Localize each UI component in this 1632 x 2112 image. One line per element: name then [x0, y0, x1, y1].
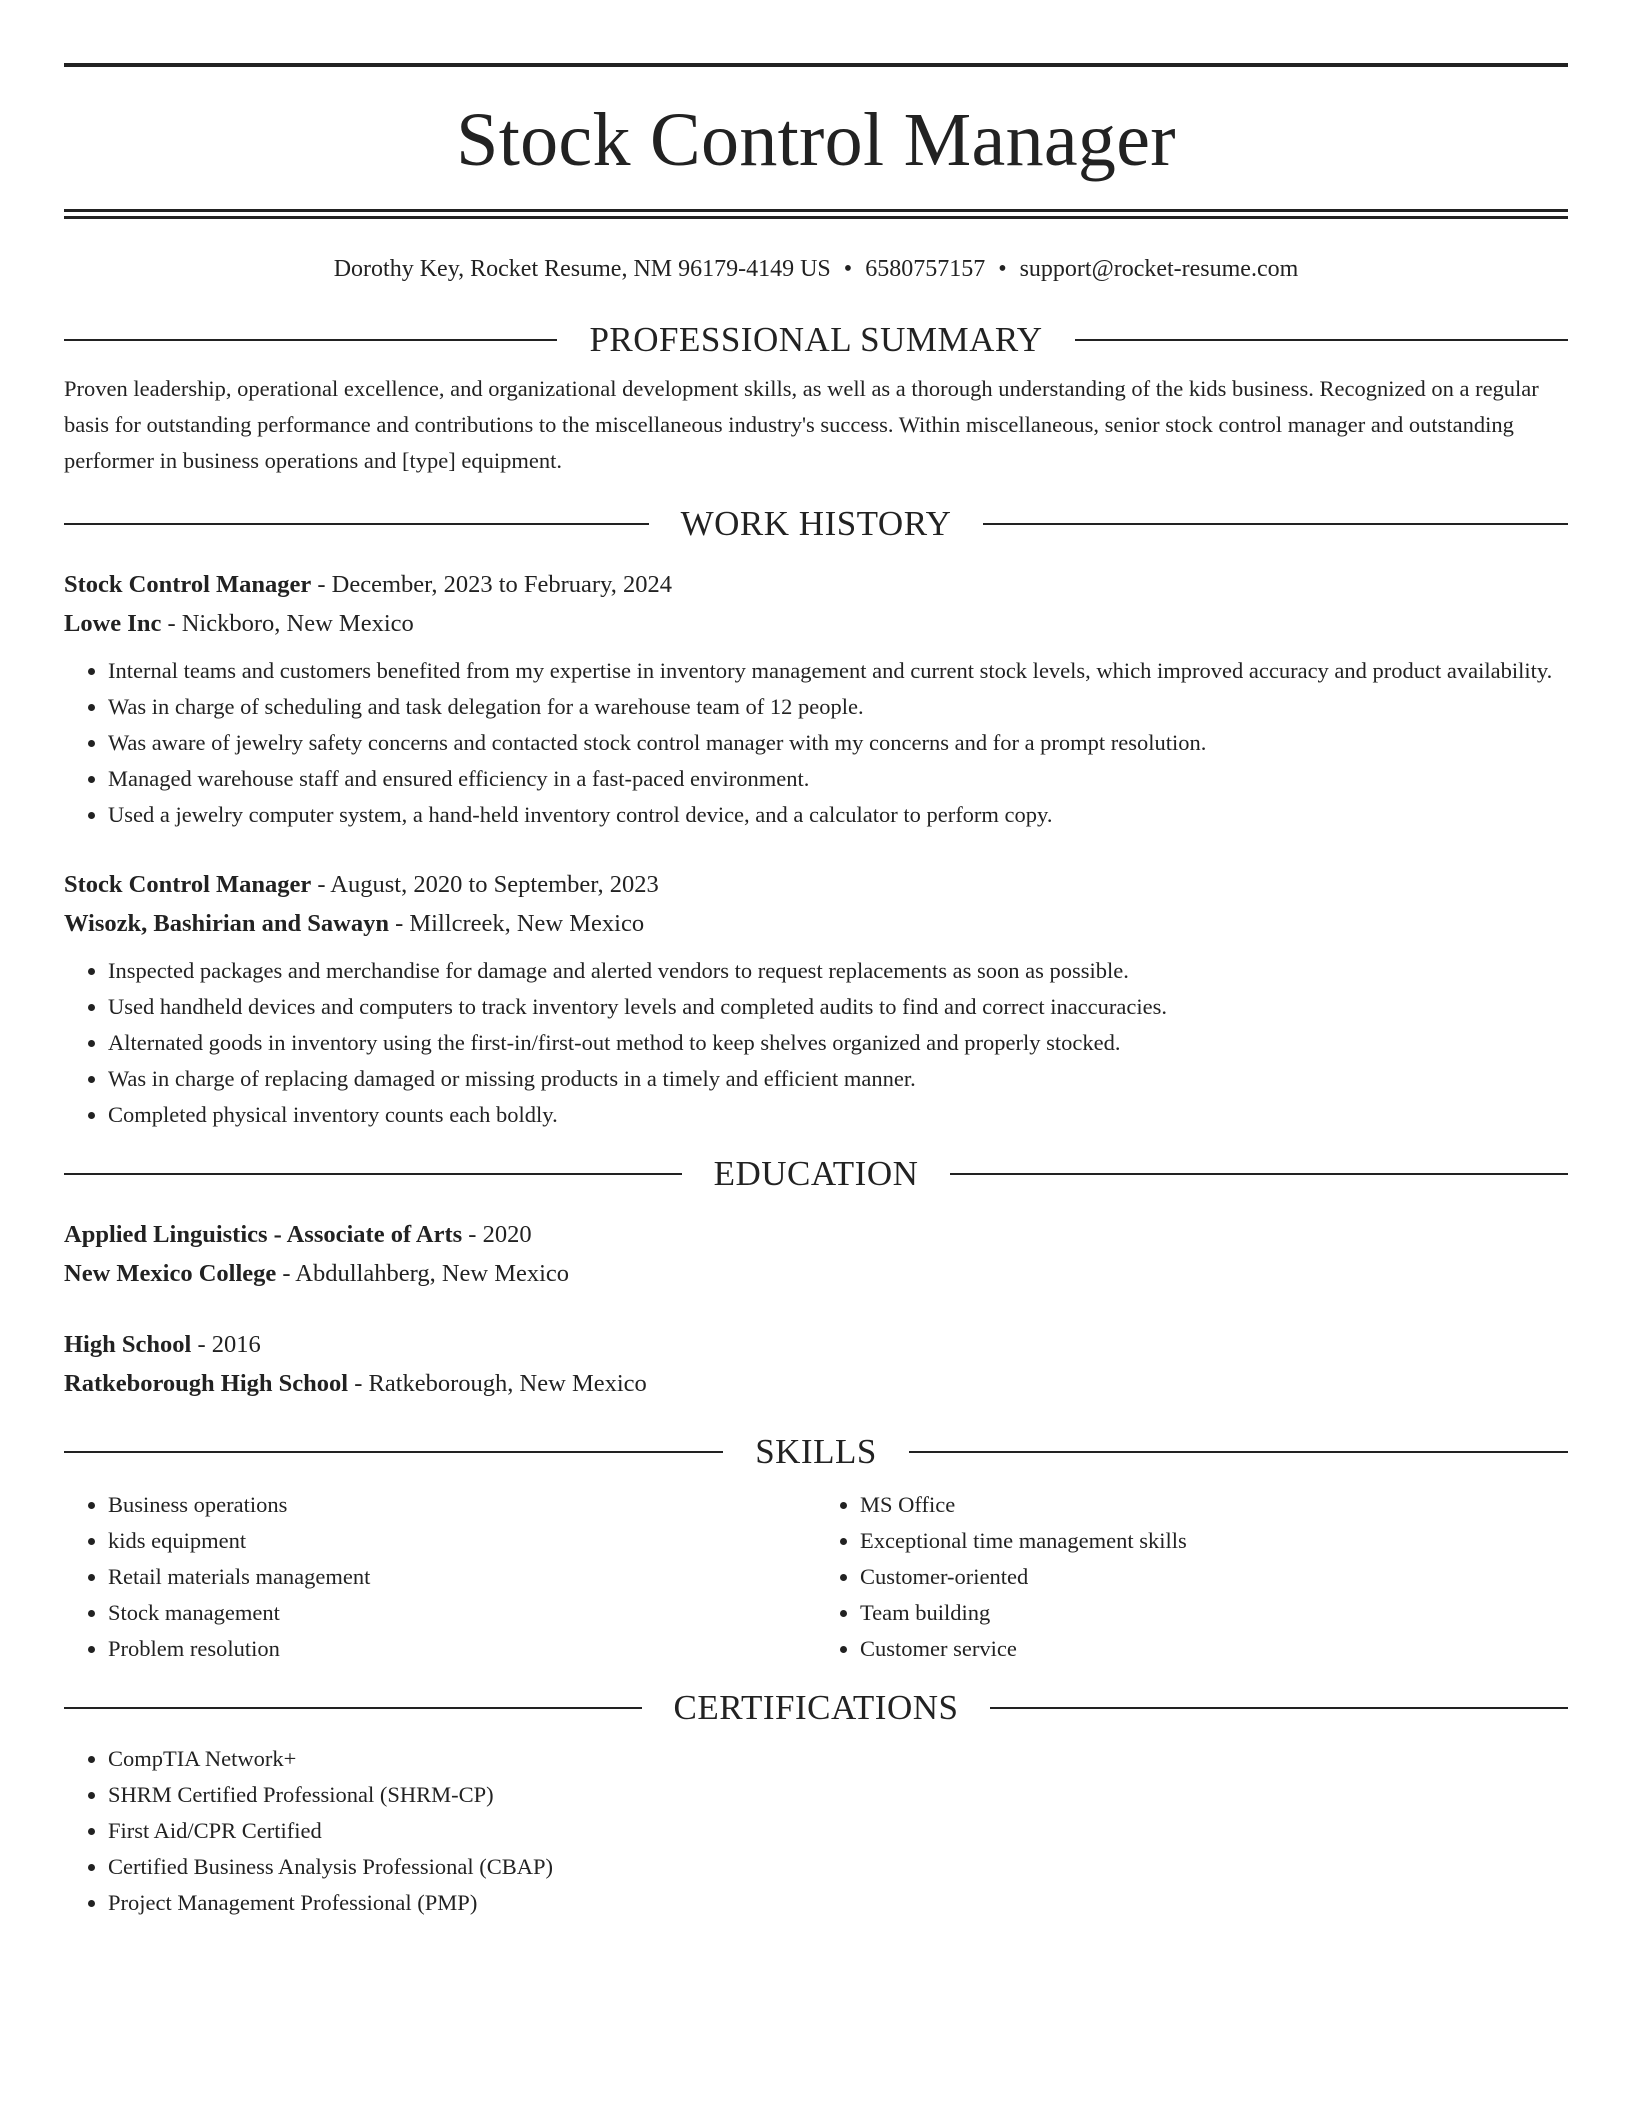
section-heading-summary	[64, 317, 1568, 363]
list-item: • kids equipment	[108, 1523, 816, 1559]
education-school-line	[64, 1364, 1568, 1403]
list-item: • Problem resolution	[108, 1631, 816, 1667]
contact-line	[64, 253, 1568, 285]
job-company: Wisozk, Bashirian and Sawayn	[64, 910, 389, 937]
list-item: • Customer-oriented	[860, 1559, 1568, 1595]
heading-rule-left	[64, 1451, 723, 1453]
heading-rule-right	[950, 1173, 1568, 1175]
contact-separator: •	[843, 256, 853, 282]
top-rule	[64, 63, 1568, 67]
job-title: Stock Control Manager	[64, 871, 312, 898]
list-item: • Used handheld devices and computers to track inventory levels and completed audits to find and correct inaccuracies.	[108, 989, 1568, 1025]
education-year: - 2020	[462, 1221, 532, 1248]
list-item: • Project Management Professional (PMP)	[108, 1885, 1568, 1921]
section-heading-certifications	[64, 1685, 1568, 1731]
education-location: - Ratkeborough, New Mexico	[348, 1370, 647, 1397]
job-entry	[64, 865, 1568, 1133]
education-entry	[64, 1215, 1568, 1293]
list-item: • Alternated goods in inventory using the first-in/first-out method to keep shelves organized and properly stocked.	[108, 1025, 1568, 1061]
list-item: • Was aware of jewelry safety concerns and contacted stock control manager with my concerns and for a prompt resolution.	[108, 725, 1568, 761]
job-entry	[64, 565, 1568, 833]
list-item: • Used a jewelry computer system, a hand-held inventory control device, and a calculator to perform copy.	[108, 797, 1568, 833]
contact-phone: 6580757157	[865, 256, 986, 282]
list-item: • Exceptional time management skills	[860, 1523, 1568, 1559]
list-item: • SHRM Certified Professional (SHRM-CP)	[108, 1777, 1568, 1813]
job-dates: - August, 2020 to September, 2023	[311, 871, 659, 898]
list-item: • Stock management	[108, 1595, 816, 1631]
list-item: • Managed warehouse staff and ensured efficiency in a fast-paced environment.	[108, 761, 1568, 797]
education-degree: High School	[64, 1331, 192, 1358]
heading-rule-left	[64, 1173, 682, 1175]
job-bullets	[64, 653, 1568, 833]
list-item: • Was in charge of scheduling and task delegation for a warehouse team of 12 people.	[108, 689, 1568, 725]
heading-rule-right	[1075, 339, 1568, 341]
section-heading-work-history	[64, 501, 1568, 547]
list-item: • Business operations	[108, 1487, 816, 1523]
heading-rule-left	[64, 339, 557, 341]
contact-separator: •	[998, 256, 1007, 282]
section-title: EDUCATION	[713, 1154, 919, 1193]
education-location: - Abdullahberg, New Mexico	[276, 1260, 570, 1287]
heading-rule-left	[64, 523, 649, 525]
list-item: • Was in charge of replacing damaged or missing products in a timely and efficient manner.	[108, 1061, 1568, 1097]
job-company-line	[64, 904, 1568, 943]
list-item: • Retail materials management	[108, 1559, 816, 1595]
heading-rule-left	[64, 1707, 642, 1709]
summary-text: Proven leadership, operational excellence, and organizational development skills, as well as a thorough understanding of the kids business. Recognized on a regular basis for outstanding performance and contributions to the miscellaneous industry's success. Within miscellaneous, senior stock control manager and outstanding performer in business operations and [type] equipment.	[64, 376, 1539, 473]
section-title: PROFESSIONAL SUMMARY	[589, 320, 1043, 359]
job-title: Stock Control Manager	[64, 571, 312, 598]
job-company: Lowe Inc	[64, 610, 162, 637]
skills-list-right	[816, 1487, 1568, 1667]
heading-rule-right	[983, 523, 1568, 525]
section-heading-education	[64, 1151, 1568, 1197]
education-degree: Applied Linguistics - Associate of Arts	[64, 1221, 463, 1248]
list-item: • MS Office	[860, 1487, 1568, 1523]
job-location: - Millcreek, New Mexico	[388, 910, 645, 937]
list-item: • Certified Business Analysis Professional (CBAP)	[108, 1849, 1568, 1885]
education-degree-line	[64, 1215, 1568, 1254]
section-title: CERTIFICATIONS	[673, 1688, 959, 1727]
education-school: Ratkeborough High School	[64, 1370, 349, 1397]
job-title-line	[64, 565, 1568, 604]
section-title: WORK HISTORY	[680, 504, 952, 543]
education-school: New Mexico College	[64, 1260, 277, 1287]
education-entry	[64, 1325, 1568, 1403]
section-heading-skills	[64, 1429, 1568, 1475]
list-item: • Team building	[860, 1595, 1568, 1631]
job-title-line	[64, 865, 1568, 904]
title-double-rule	[64, 209, 1568, 219]
heading-rule-right	[909, 1451, 1568, 1453]
skills-grid	[64, 1487, 1568, 1667]
list-item: • CompTIA Network+	[108, 1741, 1568, 1777]
education-school-line	[64, 1254, 1568, 1293]
job-location: - Nickboro, New Mexico	[161, 610, 414, 637]
education-year: - 2016	[191, 1331, 261, 1358]
skills-list-left	[64, 1487, 816, 1667]
section-title: SKILLS	[755, 1432, 877, 1471]
job-company-line	[64, 604, 1568, 643]
list-item: • Inspected packages and merchandise for damage and alerted vendors to request replacements as soon as possible.	[108, 953, 1568, 989]
education-degree-line	[64, 1325, 1568, 1364]
heading-rule-right	[990, 1707, 1568, 1709]
resume-title: Stock Control Manager	[456, 98, 1176, 182]
certifications-list	[64, 1741, 1568, 1921]
list-item: • Customer service	[860, 1631, 1568, 1667]
list-item: • Completed physical inventory counts each boldly.	[108, 1097, 1568, 1133]
contact-address: Dorothy Key, Rocket Resume, NM 96179-4149 US	[333, 256, 831, 282]
contact-email: support@rocket-resume.com	[1019, 256, 1299, 282]
job-bullets	[64, 953, 1568, 1133]
list-item: • First Aid/CPR Certified	[108, 1813, 1568, 1849]
job-dates: - December, 2023 to February, 2024	[311, 571, 672, 598]
list-item: • Internal teams and customers benefited from my expertise in inventory management and current stock levels, which improved accuracy and product availability.	[108, 653, 1568, 689]
